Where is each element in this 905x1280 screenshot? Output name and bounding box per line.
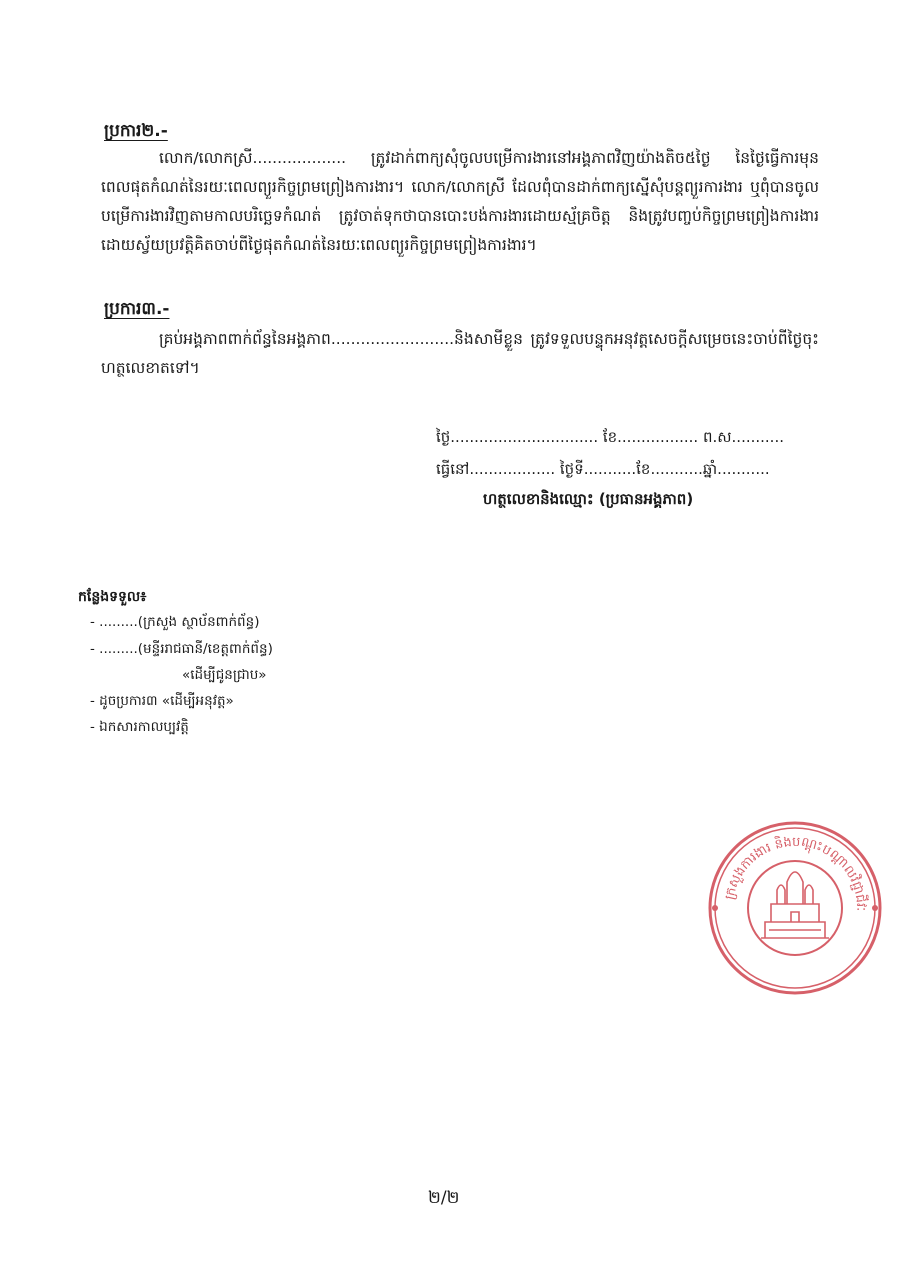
seal-text: ក្រសួងការងារ និងបណ្តុះបណ្តាលវិជ្ជាជីវៈ bbox=[722, 834, 869, 912]
article-3-heading: ប្រការ៣.- bbox=[104, 299, 170, 319]
seal-star-right-icon bbox=[872, 905, 878, 911]
recipient-item-for-info: «ដើម្បីជូនជ្រាប» bbox=[182, 667, 267, 683]
seal-star-left-icon bbox=[712, 905, 718, 911]
recipient-item-department: - .........(មន្ទីររាជធានី/ខេត្តពាក់ព័ន្ធ) bbox=[90, 641, 273, 657]
official-seal-icon bbox=[705, 818, 885, 998]
recipient-item-article-3: - ដូចប្រការ៣ «ដើម្បីអនុវត្ត» bbox=[90, 693, 234, 709]
angkor-temple-icon bbox=[761, 872, 829, 938]
article-2-body: លោក/លោកស្រី................... ត្រូវដាក់ពាក្យសុំចូលបម្រើការងារនៅអង្គភាពវិញយ៉ាងតិច៥ថ្ងៃ នៃថ្ងៃធ្វើការមុនពេលផុតកំណត់នៃរយៈពេលព្យួរកិច្ចព្រមព្រៀងការងារ។ លោក/លោកស្រី ដែលពុំបានដាក់ពាក្យស្នើសុំបន្តព្យួរការងារ ឬពុំបានចូលបម្រើការងារវិញតាមកាលបរិច្ឆេទកំណត់ ត្រូវចាត់ទុកថាបានបោះបង់ការងារដោយស្ម័គ្រចិត្ត និងត្រូវបញ្ចប់កិច្ចព្រមព្រៀងការងារដោយស្វ័យប្រវត្តិគិតចាប់ពីថ្ងៃផុតកំណត់នៃរយៈពេលព្យួរកិច្ចព្រមព្រៀងការងារ។ bbox=[101, 149, 819, 254]
recipient-item-ministry: - .........(ក្រសួង ស្ថាប័នពាក់ព័ន្ធ) bbox=[90, 614, 260, 630]
solar-date-line: ធ្វើនៅ.................. ថ្ងៃទី...........ខែ...........ឆ្នាំ........... bbox=[436, 460, 770, 478]
recipient-item-archive: - ឯកសារកាលប្បវត្តិ bbox=[90, 719, 189, 735]
signature-title: ហត្ថលេខានិងឈ្មោះ (ប្រធានអង្គភាព) bbox=[483, 490, 694, 508]
recipients-title: កន្លែងទទួល៖ bbox=[78, 589, 147, 605]
lunar-date-line: ថ្ងៃ............................... ខែ................. ព.ស........... bbox=[436, 428, 784, 446]
page-number: ២/២ bbox=[428, 1188, 460, 1208]
article-2-heading: ប្រការ២.- bbox=[104, 121, 168, 141]
official-seal bbox=[705, 818, 885, 998]
article-3-body: គ្រប់អង្គភាពពាក់ព័ន្ធនៃអង្គភាព.........................និងសាមីខ្លួន ត្រូវទទួលបន្ទុកអនុវត្តសេចក្តីសម្រេចនេះចាប់ពីថ្ងៃចុះហត្ថលេខាតទៅ។ bbox=[101, 330, 819, 377]
